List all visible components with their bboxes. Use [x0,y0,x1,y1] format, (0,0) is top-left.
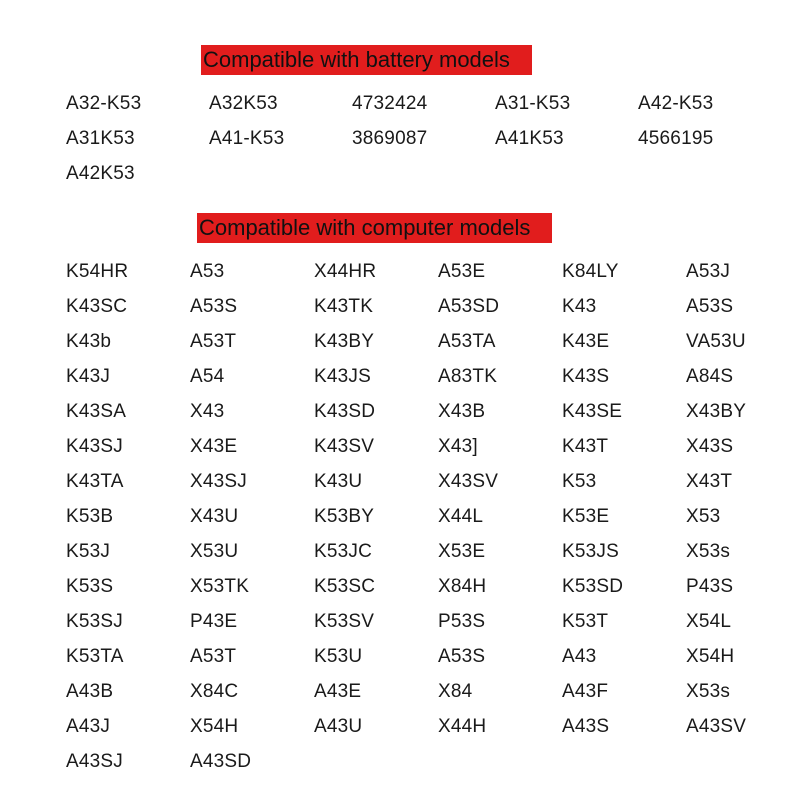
battery-model-item: A41K53 [495,128,564,149]
computer-model-item: K43 [562,296,597,317]
computer-model-item: A54 [190,366,225,387]
computer-model-item: X43] [438,436,478,457]
computer-model-item: X43SV [438,471,499,492]
computer-model-item: X44H [438,716,487,737]
battery-model-item: A32-K53 [66,93,142,114]
computer-model-item: K43T [562,436,609,457]
battery-model-item: A31-K53 [495,93,571,114]
battery-models-list [66,90,781,195]
computer-model-item: K43SE [562,401,623,422]
computer-model-item: X44HR [314,261,377,282]
computer-model-item: X53U [190,541,239,562]
computer-model-item: K43TA [66,471,124,492]
computer-model-item: X53 [686,506,721,527]
computer-model-item: K53TA [66,646,124,667]
computer-model-item: A84S [686,366,734,387]
computer-model-item: K53S [66,576,114,597]
computer-model-item: P53S [438,611,486,632]
battery-model-item: A42K53 [66,163,135,184]
computer-model-item: A53 [190,261,225,282]
computer-model-item: K43J [66,366,111,387]
computer-model-item: K54HR [66,261,129,282]
computer-model-item: X43T [686,471,733,492]
computer-model-item: X43U [190,506,239,527]
computer-model-item: A43SJ [66,751,123,772]
computer-model-item: K43BY [314,331,375,352]
computer-model-item: K53SJ [66,611,123,632]
computer-model-item: X43B [438,401,486,422]
computer-model-item: P43E [190,611,238,632]
battery-model-item: 4732424 [352,93,428,114]
battery-model-item: A41-K53 [209,128,285,149]
computer-model-item: A83TK [438,366,498,387]
computer-model-item: K53 [562,471,597,492]
computer-model-item: A53T [190,646,237,667]
computer-model-item: A53S [190,296,238,317]
computer-model-item: K43E [562,331,610,352]
computer-model-item: A43U [314,716,363,737]
computer-model-item: K53J [66,541,111,562]
computer-model-item: A43F [562,681,609,702]
computer-model-item: K53T [562,611,609,632]
computer-model-item: X54L [686,611,732,632]
computer-model-item: A43B [66,681,114,702]
computer-model-item: K53E [562,506,610,527]
computer-model-item: X84H [438,576,487,597]
computer-model-item: K43U [314,471,363,492]
battery-model-item: 3869087 [352,128,428,149]
computer-model-item: A53J [686,261,731,282]
battery-model-item: 4566195 [638,128,714,149]
computer-model-item: A53TA [438,331,496,352]
computer-model-item: X43S [686,436,734,457]
computer-model-item: A53SD [438,296,500,317]
computer-model-item: A43 [562,646,597,667]
computer-model-item: K53JC [314,541,373,562]
computer-model-item: K53BY [314,506,375,527]
computer-model-item: A43SD [190,751,252,772]
computer-model-item: A53E [438,261,486,282]
computer-model-item: K53U [314,646,363,667]
computer-model-item: K43SA [66,401,127,422]
computer-model-item: K53SV [314,611,375,632]
computer-model-item: P43S [686,576,734,597]
computer-model-item: K43SD [314,401,376,422]
computer-model-item: X43E [190,436,238,457]
computer-model-item: X44L [438,506,484,527]
battery-models-heading: Compatible with battery models [201,45,532,75]
computer-model-item: A53T [190,331,237,352]
computer-model-item: A43J [66,716,111,737]
battery-model-item: A32K53 [209,93,278,114]
computer-models-list [66,258,786,783]
computer-model-item: K43TK [314,296,374,317]
computer-model-item: K53JS [562,541,619,562]
computer-model-item: K84LY [562,261,619,282]
computer-models-heading: Compatible with computer models [197,213,552,243]
computer-model-item: X54H [190,716,239,737]
computer-model-item: K43JS [314,366,371,387]
computer-model-item: X43SJ [190,471,247,492]
computer-model-item: X53TK [190,576,250,597]
computer-model-item: X53s [686,681,731,702]
computer-model-item: K43S [562,366,610,387]
computer-model-item: K43SC [66,296,128,317]
computer-model-item: A43E [314,681,362,702]
computer-model-item: K53SD [562,576,624,597]
computer-model-item: X53E [438,541,486,562]
computer-model-item: K53B [66,506,114,527]
computer-model-item: X84 [438,681,473,702]
computer-model-item: A43S [562,716,610,737]
computer-model-item: X43BY [686,401,747,422]
computer-model-item: A53S [686,296,734,317]
computer-model-item: K43SJ [66,436,123,457]
computer-model-item: X84C [190,681,239,702]
battery-model-item: A42-K53 [638,93,714,114]
computer-model-item: K43SV [314,436,375,457]
computer-model-item: A53S [438,646,486,667]
computer-model-item: A43SV [686,716,747,737]
battery-model-item: A31K53 [66,128,135,149]
computer-model-item: X43 [190,401,225,422]
computer-model-item: K43b [66,331,112,352]
computer-model-item: X53s [686,541,731,562]
computer-model-item: X54H [686,646,735,667]
computer-model-item: K53SC [314,576,376,597]
computer-model-item: VA53U [686,331,746,352]
